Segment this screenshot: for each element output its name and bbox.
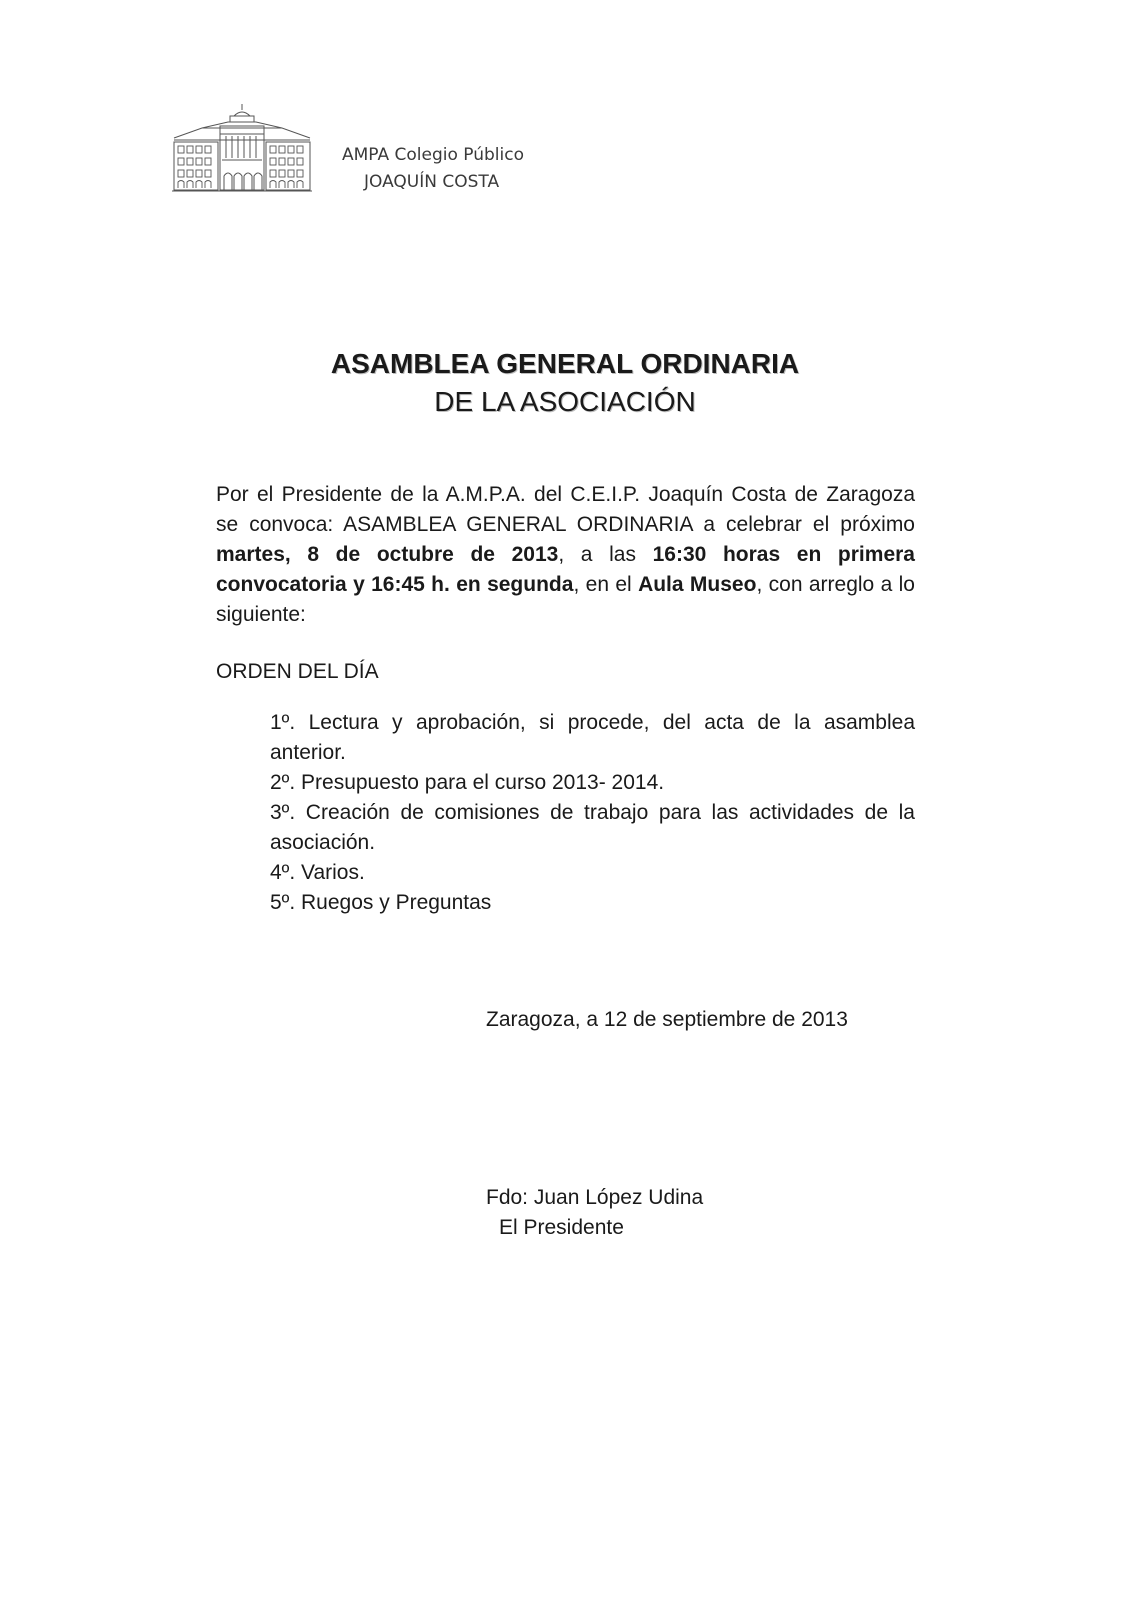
document-date: Zaragoza, a 12 de septiembre de 2013	[486, 1008, 848, 1031]
organization-name	[342, 142, 542, 196]
title-line-1: ASAMBLEA GENERAL ORDINARIA	[330, 348, 800, 379]
meeting-date: martes, 8 de octubre de 2013	[216, 543, 559, 566]
paragraph-text-4: , con arreglo a lo siguiente:	[216, 573, 915, 626]
agenda-item: 4º. Varios.	[270, 861, 365, 884]
paragraph-text-3: , en el	[573, 573, 639, 596]
paragraph-text-1: Por el Presidente de la A.M.P.A. del C.E.I.P. Joaquín Costa de Zaragoza se convoca: ASAMBLEA GENERAL ORDINARIA a celebrar el próximo	[216, 483, 915, 536]
convocation-paragraph	[216, 480, 915, 630]
signature-block	[486, 1183, 703, 1243]
agenda-list	[270, 708, 915, 918]
school-building-icon	[172, 102, 312, 194]
paragraph-text-2: , a las	[558, 543, 653, 566]
meeting-times: 16:30 horas en primera convocatoria y 16:45 h. en segunda	[216, 543, 915, 596]
document-title	[0, 346, 1130, 422]
agenda-item: 1º. Lectura y aprobación, si procede, del acta de la asamblea anterior.	[270, 711, 915, 764]
org-line-1: AMPA Colegio Público	[342, 145, 524, 165]
title-line-2: DE LA ASOCIACIÓN	[434, 386, 696, 417]
signer-role: El Presidente	[499, 1216, 624, 1239]
agenda-item: 2º. Presupuesto para el curso 2013- 2014.	[270, 771, 665, 794]
agenda-item: 5º. Ruegos y Preguntas	[270, 891, 492, 914]
agenda-item: 3º. Creación de comisiones de trabajo para las actividades de la asociación.	[270, 801, 915, 854]
org-line-2: JOAQUÍN COSTA	[364, 172, 500, 192]
signer-name: Fdo: Juan López Udina	[486, 1186, 704, 1209]
meeting-location: Aula Museo	[638, 573, 757, 596]
agenda-heading: ORDEN DEL DÍA	[216, 660, 379, 683]
